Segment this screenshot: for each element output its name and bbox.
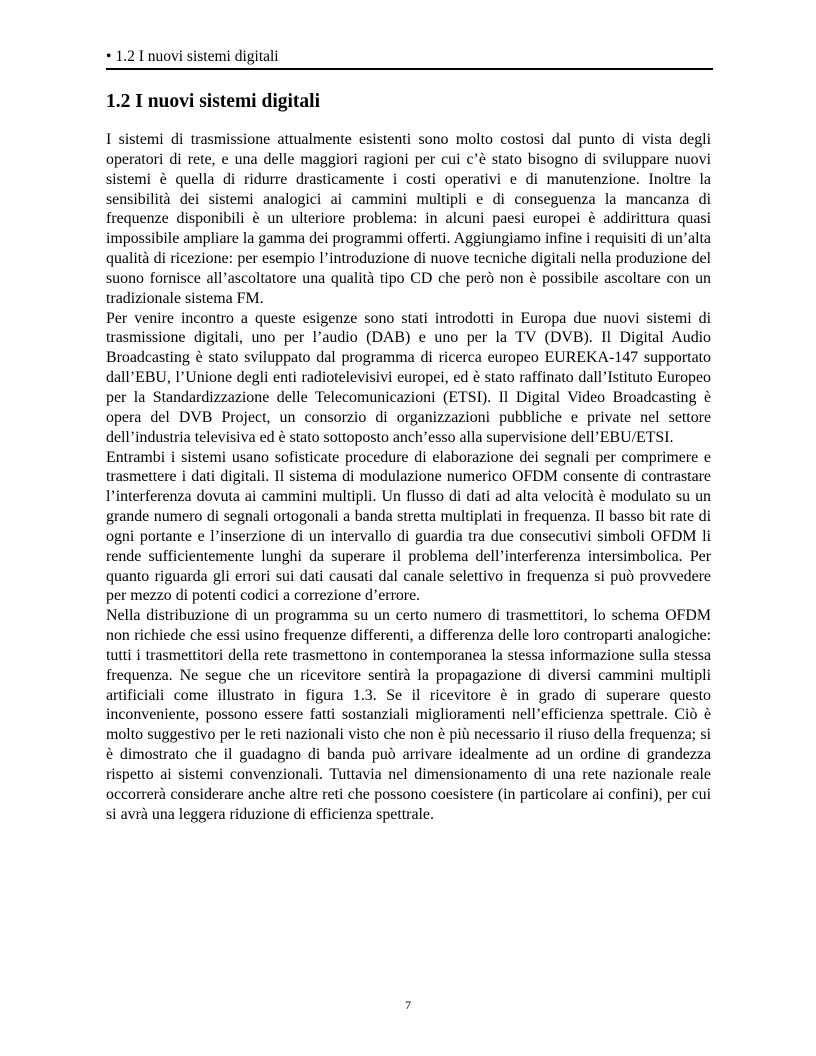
- body-text: [106, 130, 711, 825]
- header-text: 1.2 I nuovi sistemi digitali: [115, 48, 279, 65]
- section-title: 1.2 I nuovi sistemi digitali: [106, 91, 320, 112]
- paragraph-1: I sistemi di trasmissione attualmente esistenti sono molto costosi dal punto di vista degli operatori di rete, e una delle maggiori ragioni per cui c’è stato bisogno di sviluppare nuovi sistemi è quella di ridurre drasticamente i costi operativi e di manutenzione. Inoltre la sensibilità dei sistemi analogici ai cammini multipli e di conseguenza la mancanza di frequenze disponibili è un ulteriore problema: in alcuni paesi europei è addirittura quasi impossibile ampliare la gamma dei programmi offerti. Aggiungiamo infine i requisiti di un’alta qualità di ricezione: per esempio l’introduzione di nuove tecniche digitali nella produzione del suono fornisce all’ascoltatore una qualità tipo CD che però non è possibile ascoltare con un tradizionale sistema FM.: [106, 131, 711, 307]
- paragraph-2: Per venire incontro a queste esigenze sono stati introdotti in Europa due nuovi sistemi di trasmissione digitali, uno per l’audio (DAB) e uno per la TV (DVB). Il Digital Audio Broadcasting è stato sviluppato dal programma di ricerca europeo EUREKA-147 supportato dall’EBU, l’Unione degli enti radiotelevisivi europei, ed è stato raffinato dall’Istituto Europeo per la Standardizzazione delle Telecomunicazioni (ETSI). Il Digital Video Broadcasting è opera del DVB Project, un consorzio di organizzazioni pubbliche e private nel settore dell’industria televisiva ed è stato sottoposto anch’esso alla supervisione dell’EBU/ETSI.: [106, 309, 711, 446]
- header-bullet: •: [106, 48, 112, 65]
- paragraph-3: Entrambi i sistemi usano sofisticate procedure di elaborazione dei segnali per comprimere e trasmettere i dati digitali. Il sistema di modulazione numerico OFDM consente di contrastare l’interferenza dovuta ai cammini multipli. Un flusso di dati ad alta velocità è modulato su un grande numero di segnali ortogonali a banda stretta multiplati in frequenza. Il basso bit rate di ogni portante e l’inserzione di un intervallo di guardia tra due consecutivi simboli OFDM li rende sufficientemente lunghi da superare il problema dell’interferenza intersimbolica. Per quanto riguarda gli errori sui dati causati dal canale selettivo in frequenza si può provvedere per mezzo di potenti codici a correzione d’errore.: [106, 448, 711, 605]
- paragraph-4: Nella distribuzione di un programma su un certo numero di trasmettitori, lo schema OFDM non richiede che essi usino frequenze differenti, a differenza delle loro controparti analogiche: tutti i trasmettitori della rete trasmettono in contemporanea la stessa informazione sulla stessa frequenza. Ne segue che un ricevitore sentirà la propagazione di diversi cammini multipli artificiali come illustrato in figura 1.3. Se il ricevitore è in grado di superare questo inconveniente, possono essere fatti sostanziali miglioramenti nell’efficienza spettrale. Ciò è molto suggestivo per le reti nazionali visto che non è più necessario il riuso della frequenza; si è dimostrato che il guadagno di banda può arrivare idealmente ad un ordine di grandezza rispetto ai sistemi convenzionali. Tuttavia nel dimensionamento di una rete nazionale reale occorrerà considerare anche altre reti che possono coesistere (in particolare ai confini), per cui si avrà una leggera riduzione di efficienza spettrale.: [106, 607, 711, 823]
- page-number: 7: [405, 998, 411, 1012]
- running-header: [106, 47, 713, 70]
